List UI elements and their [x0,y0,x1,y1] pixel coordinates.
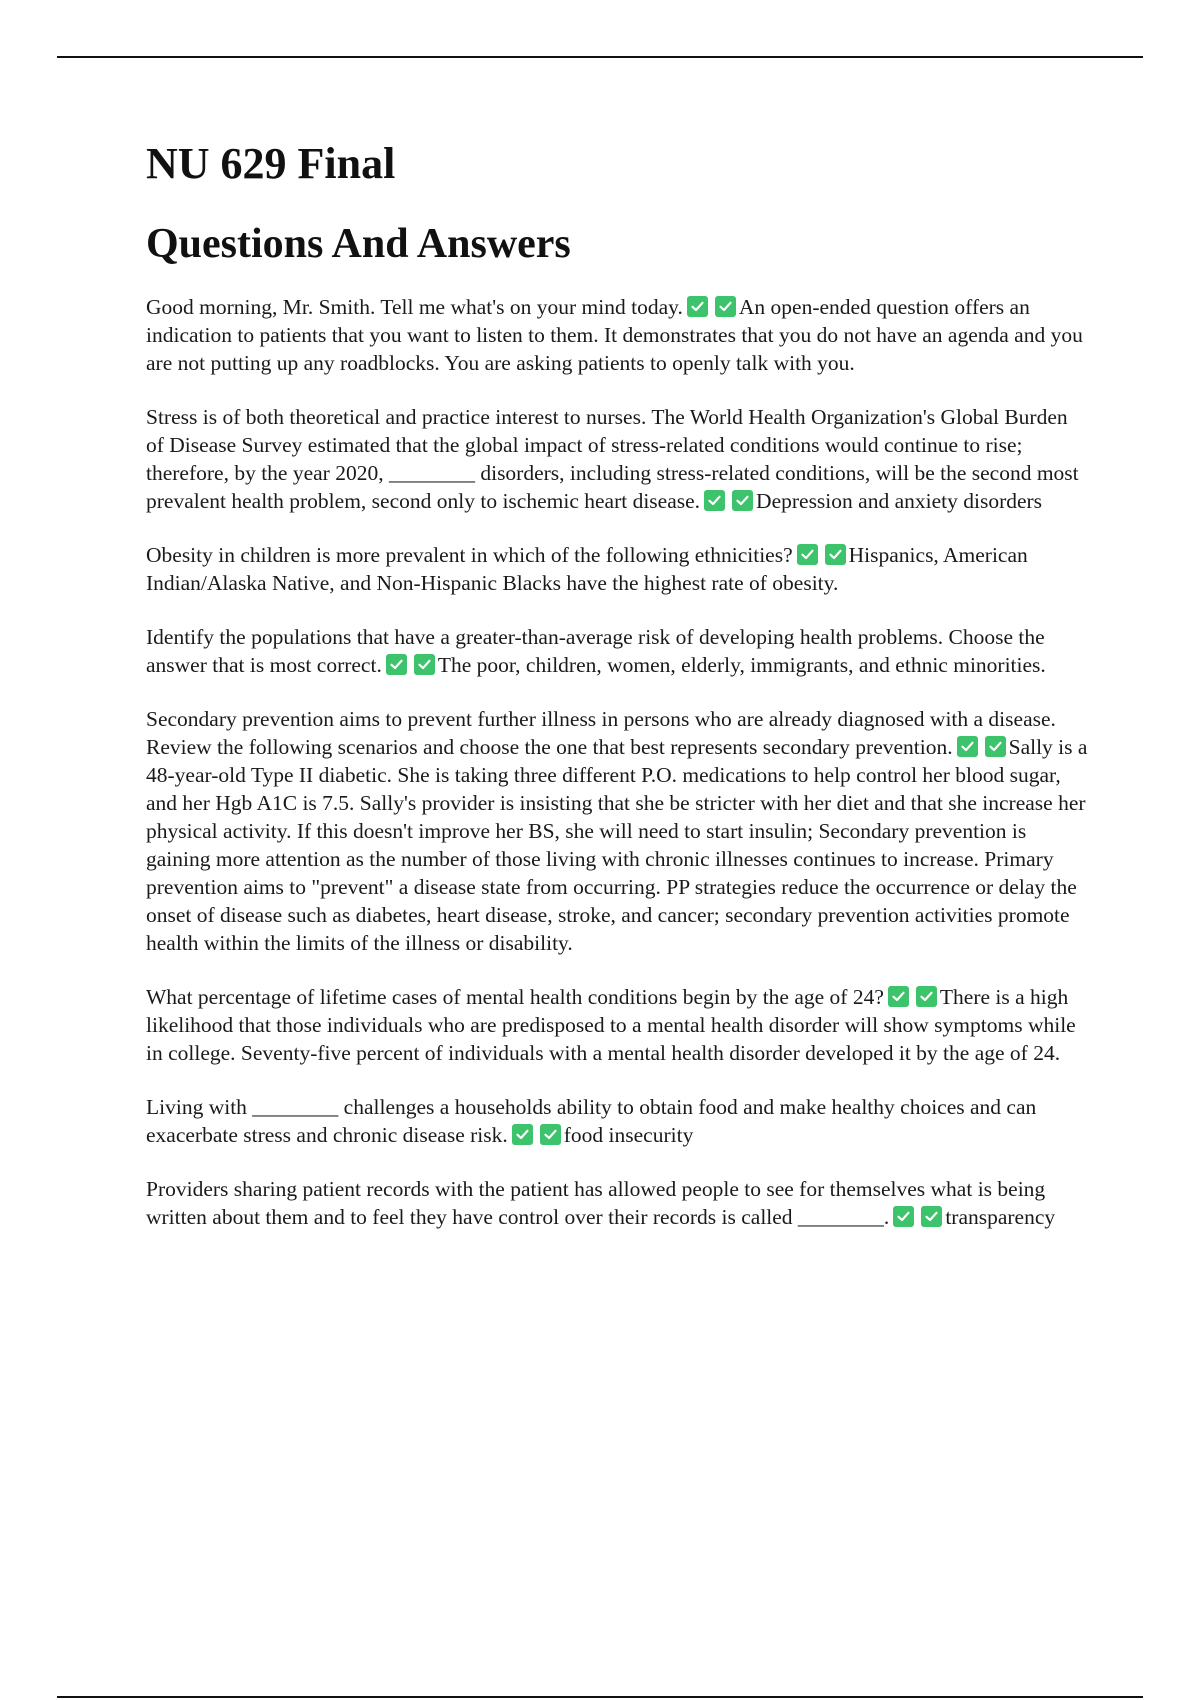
answer-text: Depression and anxiety disorders [756,489,1043,514]
qa-list [146,293,1090,1231]
qa-item [146,623,1090,679]
qa-item [146,1175,1090,1231]
document-body [146,138,1090,1257]
qa-item [146,293,1090,377]
qa-item [146,983,1090,1067]
answer-text: transparency [945,1205,1056,1230]
question-text: What percentage of lifetime cases of mental health conditions begin by the age of 24? [146,985,884,1010]
answer-text: Sally is a 48-year-old Type II diabetic. She is taking three different P.O. medications to help control her blood sugar, and her Hgb A1C is 7.5. Sally's provider is insisting that she be stricter with her diet and that she increase her physical activity. If this doesn't improve her BS, she will need to start insulin; Secondary prevention is gaining more attention as the number of those living with chronic illnesses continues to increase. Primary prevention aims to "prevent" a disease state from occurring. PP strategies reduce the occurrence or delay the onset of disease such as diabetes, heart disease, stroke, and cancer; secondary prevention activities promote health within the limits of the illness or disability. [146,735,1088,956]
checkmark-icon [687,296,708,317]
qa-item [146,1093,1090,1149]
checkmark-icon [825,544,846,565]
checkmark-icon [732,490,753,511]
checkmark-icon [888,986,909,1007]
question-text: Identify the populations that have a greater-than-average risk of developing health problems. Choose the answer that is most correct. [146,625,1045,678]
question-text: Obesity in children is more prevalent in which of the following ethnicities? [146,543,793,568]
answer-text: Hispanics, American Indian/Alaska Native, and Non-Hispanic Blacks have the highest rate of obesity. [146,543,1028,596]
checkmark-icon [540,1124,561,1145]
question-text: Secondary prevention aims to prevent further illness in persons who are already diagnosed with a disease. Review the following scenarios and choose the one that best represents secondary prevention. [146,707,1056,760]
question-text: Good morning, Mr. Smith. Tell me what's on your mind today. [146,295,683,320]
qa-item [146,541,1090,597]
answer-text: There is a high likelihood that those individuals who are predisposed to a mental health disorder will show symptoms while in college. Seventy-five percent of individuals with a mental health disorder developed it by the age of 24. [146,985,1076,1066]
checkmark-icon [414,654,435,675]
checkmark-icon [893,1206,914,1227]
checkmark-icon [985,736,1006,757]
question-text: Stress is of both theoretical and practice interest to nurses. The World Health Organization's Global Burden of Disease Survey estimated that the global impact of stress-related conditions would continue to rise; therefore, by the year 2020, ________ disorders, including stress-related conditions, will be the second most prevalent health problem, second only to ischemic heart disease. [146,405,1079,514]
answer-text: An open-ended question offers an indication to patients that you want to listen to them. It demonstrates that you do not have an agenda and you are not putting up any roadblocks. You are asking patients to openly talk with you. [146,295,1083,376]
checkmark-icon [957,736,978,757]
checkmark-icon [921,1206,942,1227]
checkmark-icon [715,296,736,317]
checkmark-icon [916,986,937,1007]
question-text: Living with ________ challenges a households ability to obtain food and make healthy choices and can exacerbate stress and chronic disease risk. [146,1095,1037,1148]
checkmark-icon [386,654,407,675]
checkmark-icon [797,544,818,565]
bottom-rule [57,1696,1143,1698]
qa-item [146,403,1090,515]
qa-item [146,705,1090,957]
document-subtitle: Questions And Answers [146,220,571,267]
checkmark-icon [512,1124,533,1145]
answer-text: food insecurity [563,1123,694,1148]
document-title: NU 629 Final [146,139,396,188]
checkmark-icon [704,490,725,511]
top-rule [57,56,1143,58]
answer-text: The poor, children, women, elderly, immigrants, and ethnic minorities. [437,653,1046,678]
question-text: Providers sharing patient records with the patient has allowed people to see for themselves what is being written about them and to feel they have control over their records is called ________. [146,1177,1046,1230]
